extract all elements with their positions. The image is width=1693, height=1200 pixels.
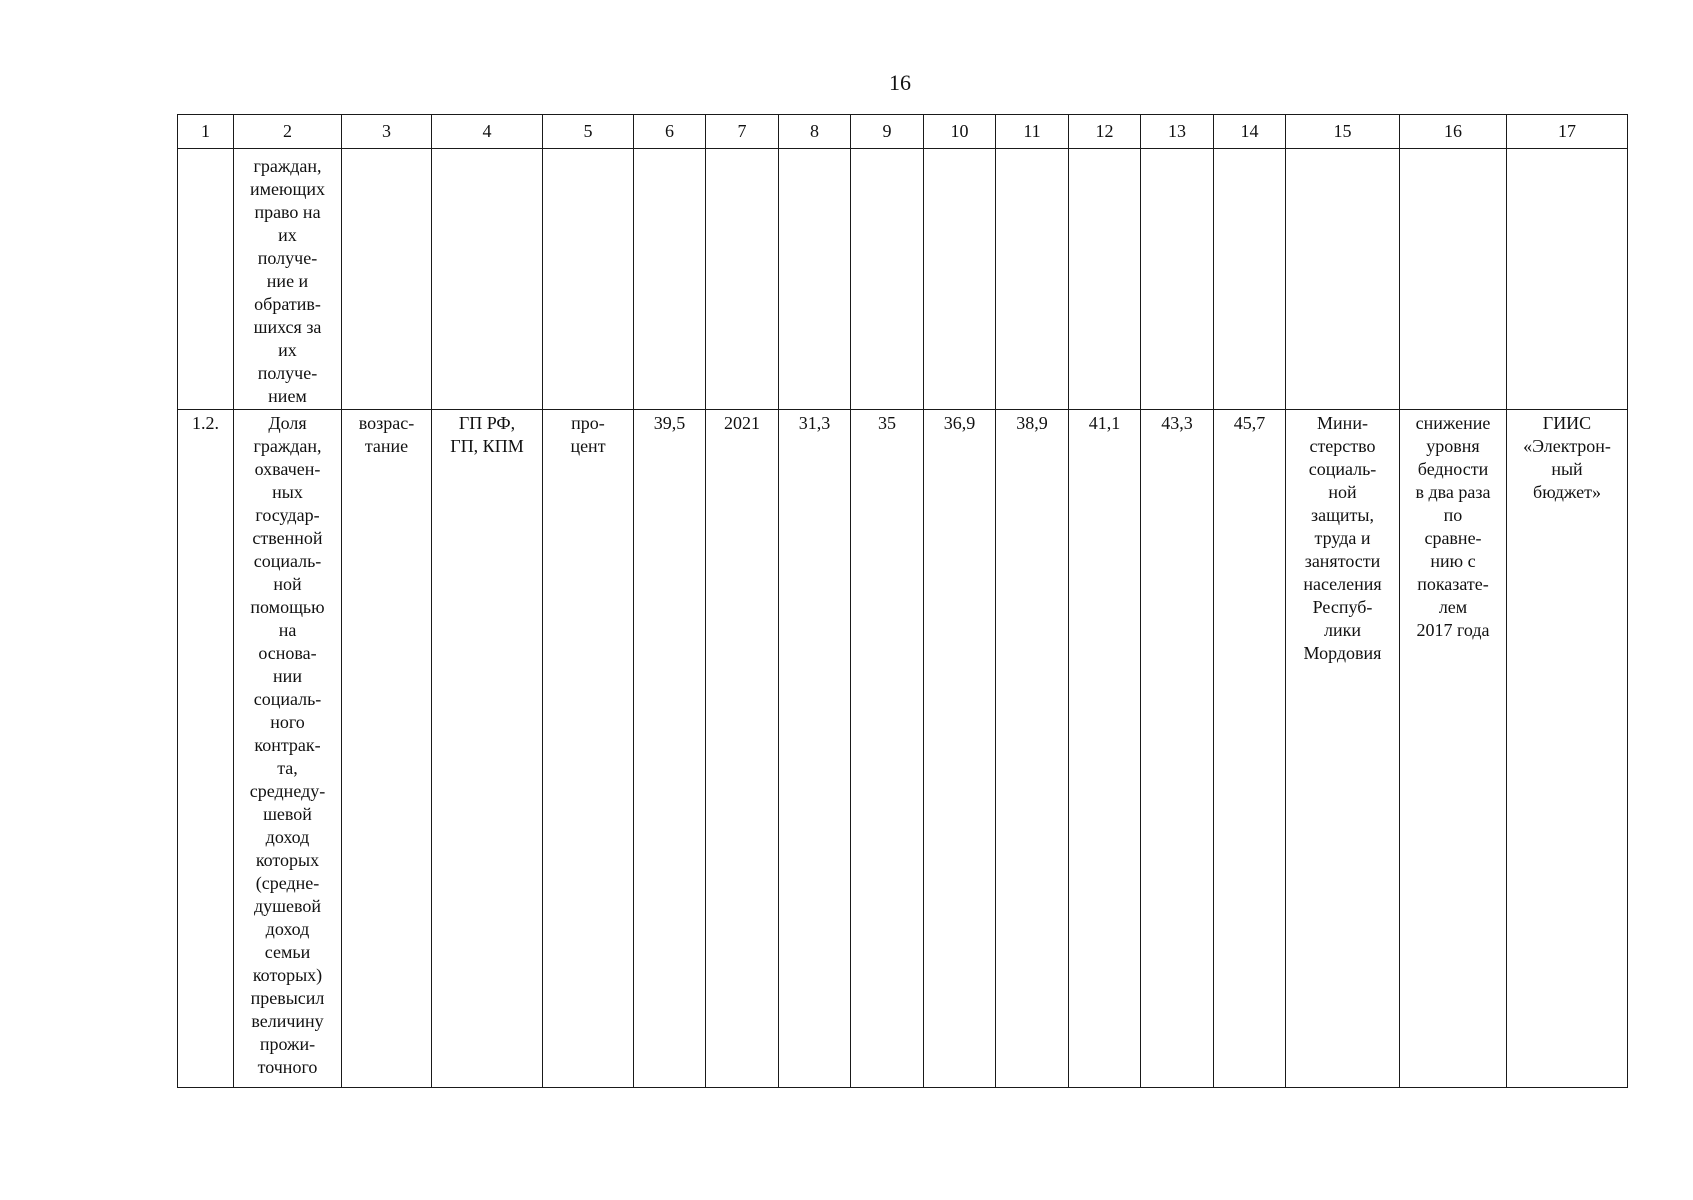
cell-cont-13 bbox=[1141, 149, 1214, 410]
cell-cont-1 bbox=[178, 149, 234, 410]
cell-value-14: 45,7 bbox=[1214, 410, 1286, 1088]
cell-cont-5 bbox=[543, 149, 634, 410]
cell-value-9: 35 bbox=[851, 410, 924, 1088]
header-cell-5: 5 bbox=[543, 115, 634, 149]
header-cell-12: 12 bbox=[1069, 115, 1141, 149]
header-cell-10: 10 bbox=[924, 115, 996, 149]
header-cell-13: 13 bbox=[1141, 115, 1214, 149]
cell-info-system: ГИИС «Электрон- ный бюджет» bbox=[1507, 410, 1628, 1088]
header-cell-1: 1 bbox=[178, 115, 234, 149]
header-cell-17: 17 bbox=[1507, 115, 1628, 149]
header-cell-9: 9 bbox=[851, 115, 924, 149]
cell-responsible: Мини- стерство социаль- ной защиты, труда и занятости населения Респуб- лики Мордовия bbox=[1286, 410, 1400, 1088]
cell-indicator-name: Доля граждан, охвачен- ных государ- ственной социаль- ной помощью на основа- нии социаль- ного контрак- та, среднеду- шевой доход которых (средне- душевой доход семьи которых) превысил величину прожи- точного bbox=[234, 410, 342, 1088]
header-cell-4: 4 bbox=[432, 115, 543, 149]
cell-cont-15 bbox=[1286, 149, 1400, 410]
header-cell-15: 15 bbox=[1286, 115, 1400, 149]
header-cell-2: 2 bbox=[234, 115, 342, 149]
cell-cont-14 bbox=[1214, 149, 1286, 410]
cell-goal-link: снижение уровня бедности в два раза по сравне- нию с показате- лем 2017 года bbox=[1400, 410, 1507, 1088]
cell-value-12: 41,1 bbox=[1069, 410, 1141, 1088]
cell-trend: возрас- тание bbox=[342, 410, 432, 1088]
cell-value-8: 31,3 bbox=[779, 410, 851, 1088]
cell-cont-4 bbox=[432, 149, 543, 410]
cell-cont-10 bbox=[924, 149, 996, 410]
header-cell-14: 14 bbox=[1214, 115, 1286, 149]
cell-cont-16 bbox=[1400, 149, 1507, 410]
table-row-1-2 bbox=[178, 410, 1628, 1088]
cell-value-10: 36,9 bbox=[924, 410, 996, 1088]
cell-cont-9 bbox=[851, 149, 924, 410]
cell-cont-3 bbox=[342, 149, 432, 410]
cell-cont-8 bbox=[779, 149, 851, 410]
indicator-name-continuation: граждан, имеющих право на их получе- ние и обратив- шихся за их получе- нием bbox=[250, 156, 325, 406]
header-cell-6: 6 bbox=[634, 115, 706, 149]
cell-base-value: 39,5 bbox=[634, 410, 706, 1088]
cell-row-number: 1.2. bbox=[178, 410, 234, 1088]
cell-cont-6 bbox=[634, 149, 706, 410]
indicator-table bbox=[177, 114, 1628, 1088]
table-row-continuation bbox=[178, 149, 1628, 410]
header-cell-16: 16 bbox=[1400, 115, 1507, 149]
header-cell-3: 3 bbox=[342, 115, 432, 149]
cell-unit: про- цент bbox=[543, 410, 634, 1088]
cell-level: ГП РФ, ГП, КПМ bbox=[432, 410, 543, 1088]
cell-value-13: 43,3 bbox=[1141, 410, 1214, 1088]
cell-cont-indicator-name bbox=[234, 149, 342, 410]
page-number: 16 bbox=[889, 70, 911, 95]
cell-cont-12 bbox=[1069, 149, 1141, 410]
header-row bbox=[178, 115, 1628, 149]
cell-cont-11 bbox=[996, 149, 1069, 410]
cell-value-11: 38,9 bbox=[996, 410, 1069, 1088]
cell-cont-7 bbox=[706, 149, 779, 410]
header-cell-7: 7 bbox=[706, 115, 779, 149]
header-cell-8: 8 bbox=[779, 115, 851, 149]
header-cell-11: 11 bbox=[996, 115, 1069, 149]
cell-base-year: 2021 bbox=[706, 410, 779, 1088]
cell-cont-17 bbox=[1507, 149, 1628, 410]
